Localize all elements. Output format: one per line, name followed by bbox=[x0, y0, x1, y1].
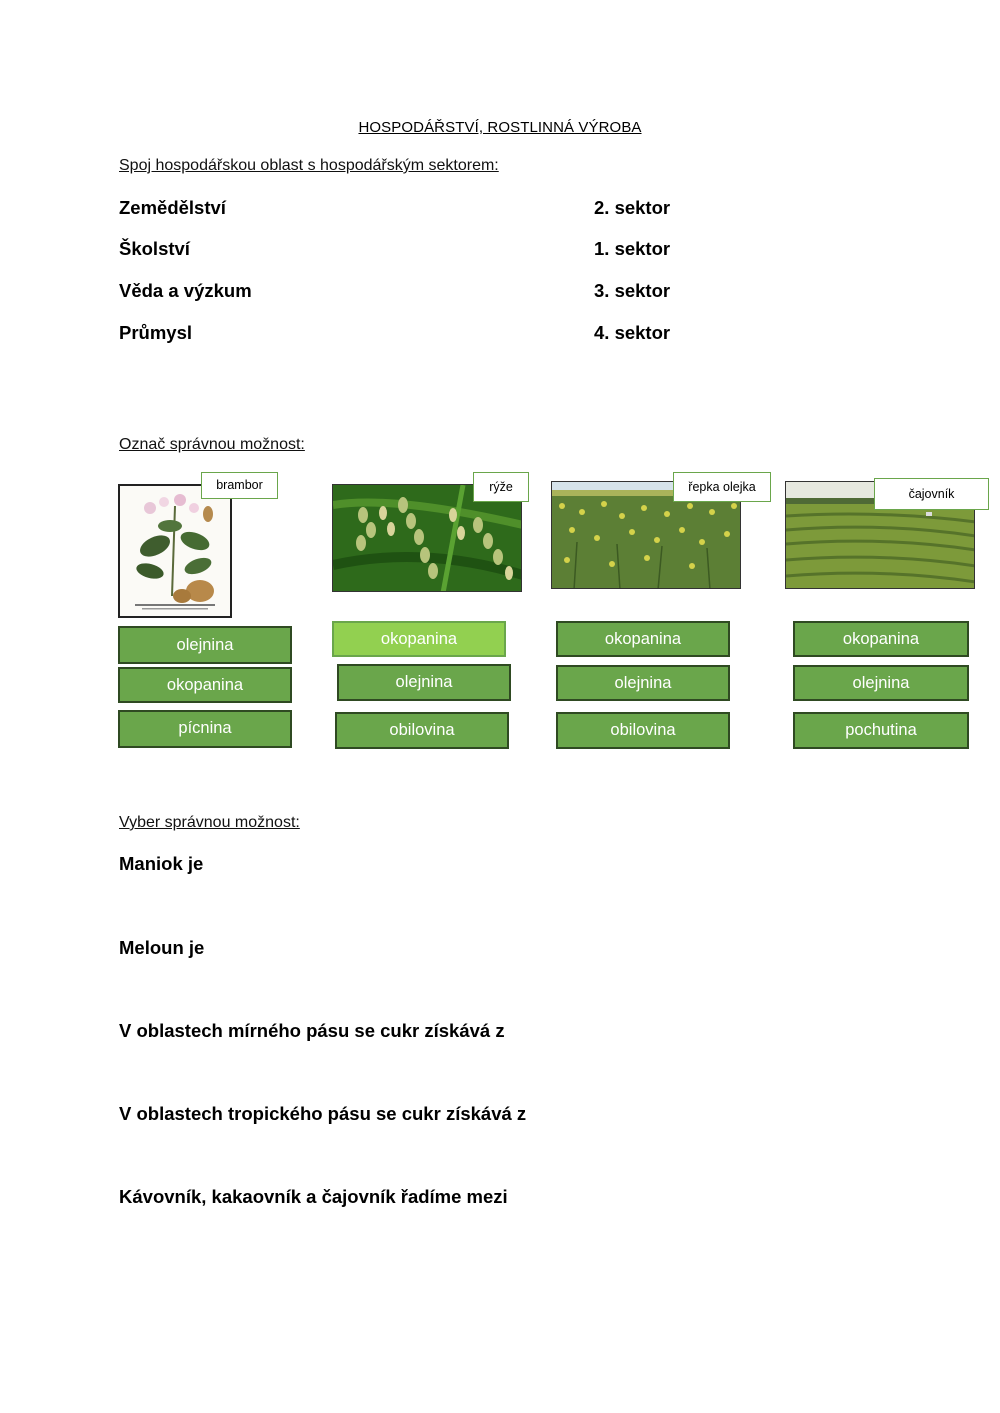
match-right-item[interactable]: 2. sektor bbox=[594, 197, 671, 218]
page-title: HOSPODÁŘSTVÍ, ROSTLINNÁ VÝROBA bbox=[358, 119, 642, 136]
question-cukr-tropicky: V oblastech tropického pásu se cukr získává z bbox=[119, 1103, 527, 1124]
question-meloun: Meloun je bbox=[119, 937, 205, 958]
potato-plant-image bbox=[118, 484, 232, 618]
match-right-item[interactable]: 1. sektor bbox=[594, 238, 671, 259]
match-left-item[interactable]: Průmysl bbox=[119, 322, 193, 343]
match-right-item[interactable]: 3. sektor bbox=[594, 280, 671, 301]
option-cajovnik-olejnina[interactable]: olejnina bbox=[793, 665, 969, 701]
match-left-item[interactable]: Školství bbox=[119, 238, 190, 259]
option-repka-okopanina[interactable]: okopanina bbox=[556, 621, 730, 657]
plant-label-brambor: brambor bbox=[201, 472, 278, 499]
option-cajovnik-okopanina[interactable]: okopanina bbox=[793, 621, 969, 657]
option-cajovnik-pochutina[interactable]: pochutina bbox=[793, 712, 969, 749]
option-ryze-obilovina[interactable]: obilovina bbox=[335, 712, 509, 749]
match-left-item[interactable]: Věda a výzkum bbox=[119, 280, 252, 301]
potato-plant-illustration-icon bbox=[120, 486, 230, 616]
option-ryze-olejnina[interactable]: olejnina bbox=[337, 664, 511, 701]
question-cukr-mirny: V oblastech mírného pásu se cukr získává z bbox=[119, 1020, 505, 1041]
option-repka-olejnina[interactable]: olejnina bbox=[556, 665, 730, 701]
match-left-item[interactable]: Zemědělství bbox=[119, 197, 226, 218]
instruction-select: Vyber správnou možnost: bbox=[119, 814, 300, 831]
option-brambor-picnina[interactable]: pícnina bbox=[118, 710, 292, 748]
instruction-match: Spoj hospodářskou oblast s hospodářským sektorem: bbox=[119, 157, 499, 174]
option-ryze-okopanina[interactable]: okopanina bbox=[332, 621, 506, 657]
plant-label-ryze: rýže bbox=[473, 472, 529, 502]
plant-label-repka-olejka: řepka olejka bbox=[673, 472, 771, 502]
question-kavovnik: Kávovník, kakaovník a čajovník řadíme mezi bbox=[119, 1186, 508, 1207]
option-repka-obilovina[interactable]: obilovina bbox=[556, 712, 730, 749]
option-brambor-olejnina[interactable]: olejnina bbox=[118, 626, 292, 664]
question-maniok: Maniok je bbox=[119, 853, 204, 874]
option-brambor-okopanina[interactable]: okopanina bbox=[118, 667, 292, 703]
plant-label-cajovnik: čajovník bbox=[874, 478, 989, 510]
match-right-item[interactable]: 4. sektor bbox=[594, 322, 671, 343]
instruction-choose: Označ správnou možnost: bbox=[119, 436, 305, 453]
